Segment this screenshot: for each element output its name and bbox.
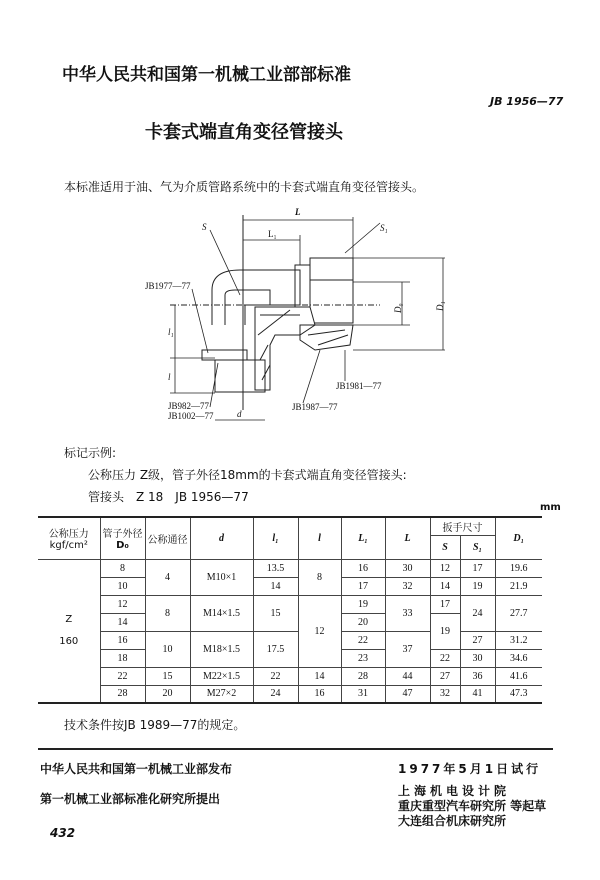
ref-jb1977: JB1977—77 xyxy=(145,281,191,291)
cell: M22×1.5 xyxy=(190,667,253,685)
cell: 31.2 xyxy=(495,631,542,649)
cell: 17 xyxy=(341,577,385,595)
cell: 24 xyxy=(253,685,298,703)
cell: 22 xyxy=(430,649,460,667)
cell: 14 xyxy=(100,613,145,631)
cell: 24 xyxy=(460,595,495,631)
col-D1: D₁ xyxy=(495,517,542,559)
table-row xyxy=(38,667,542,685)
label-S1: S₁ xyxy=(380,223,388,233)
cell: 37 xyxy=(385,631,430,667)
example-line-1: 公称压力 Z级，管子外径18mm的卡套式端直角变径管接头: xyxy=(88,468,407,482)
example-heading: 标记示例: xyxy=(64,446,117,460)
cell: 15 xyxy=(253,595,298,631)
cell: 28 xyxy=(100,685,145,703)
cell: 41 xyxy=(460,685,495,703)
table-row xyxy=(38,685,542,703)
col-L1: L₁ xyxy=(341,517,385,559)
cell: 12 xyxy=(298,595,341,667)
dimensions-table xyxy=(38,516,542,704)
col-S: S xyxy=(430,535,460,559)
scope-text: 本标准适用于油、气为介质管路系统中的卡套式端直角变径管接头。 xyxy=(64,180,425,194)
cell: 16 xyxy=(341,559,385,577)
table-row xyxy=(38,631,542,649)
cell: 8 xyxy=(145,595,190,631)
example-line-2: 管接头 Z 18 JB 1956—77 xyxy=(88,490,249,504)
cell: M27×2 xyxy=(190,685,253,703)
ref-jb982: JB982—77 xyxy=(168,401,210,411)
cell: 14 xyxy=(298,667,341,685)
ref-jb1987: JB1987—77 xyxy=(292,402,338,412)
dim-l: l xyxy=(168,372,171,382)
publisher: 中华人民共和国第一机械工业部发布 xyxy=(40,762,233,776)
cell: 21.9 xyxy=(495,577,542,595)
table-row xyxy=(38,559,542,577)
col-S1: S₁ xyxy=(460,535,495,559)
footer-divider xyxy=(38,748,553,750)
cell: 44 xyxy=(385,667,430,685)
cell: 22 xyxy=(253,667,298,685)
pressure-cell: Z 160 xyxy=(38,559,100,703)
cell: 4 xyxy=(145,559,190,595)
drafter-1: 上海机电设计院 xyxy=(398,784,511,798)
cell: 36 xyxy=(460,667,495,685)
document-title: 卡套式端直角变径管接头 xyxy=(145,122,343,143)
cell: 14 xyxy=(430,577,460,595)
cell: 31 xyxy=(341,685,385,703)
dim-d: d xyxy=(237,409,242,419)
cell: 16 xyxy=(100,631,145,649)
label-S: S xyxy=(202,222,207,232)
cell: 27 xyxy=(430,667,460,685)
cell: 22 xyxy=(100,667,145,685)
cell: 47 xyxy=(385,685,430,703)
dim-L: L xyxy=(295,207,301,217)
cell: 8 xyxy=(100,559,145,577)
cell: 28 xyxy=(341,667,385,685)
cell: 12 xyxy=(430,559,460,577)
cell: 20 xyxy=(341,613,385,631)
cell: 17 xyxy=(430,595,460,613)
cell: 41.6 xyxy=(495,667,542,685)
cell: 19 xyxy=(341,595,385,613)
ref-jb1002: JB1002—77 xyxy=(168,411,214,421)
cell: 16 xyxy=(298,685,341,703)
cell: 33 xyxy=(385,595,430,631)
cell: 19 xyxy=(430,613,460,649)
cell: 19.6 xyxy=(495,559,542,577)
effective-date: 1977年5月1日试行 xyxy=(398,762,542,776)
col-l1: l₁ xyxy=(253,517,298,559)
cell: 8 xyxy=(298,559,341,595)
cell: 27 xyxy=(460,631,495,649)
cell: 10 xyxy=(145,631,190,667)
page-number: 432 xyxy=(50,826,76,840)
cell: 30 xyxy=(460,649,495,667)
col-l: l xyxy=(298,517,341,559)
cell: 19 xyxy=(460,577,495,595)
fitting-drawing xyxy=(140,195,460,430)
cell: 14 xyxy=(253,577,298,595)
cell: 23 xyxy=(341,649,385,667)
tech-conditions: 技术条件按JB 1989—77的规定。 xyxy=(64,718,246,732)
col-d: d xyxy=(190,517,253,559)
standard-code: JB 1956—77 xyxy=(490,95,564,108)
col-dn: 公称通径 xyxy=(145,517,190,559)
drafter-2: 重庆重型汽车研究所 等起草 xyxy=(398,799,547,813)
cell: 34.6 xyxy=(495,649,542,667)
cell: 15 xyxy=(145,667,190,685)
cell: 20 xyxy=(145,685,190,703)
cell: M10×1 xyxy=(190,559,253,595)
table-row xyxy=(38,577,542,595)
cell: 22 xyxy=(341,631,385,649)
cell: 12 xyxy=(100,595,145,613)
ref-jb1981: JB1981—77 xyxy=(336,381,382,391)
dim-L1: L₁ xyxy=(268,229,277,239)
cell: 13.5 xyxy=(253,559,298,577)
col-L: L xyxy=(385,517,430,559)
cell: M18×1.5 xyxy=(190,631,253,667)
unit-label: mm xyxy=(540,502,561,513)
cell: 27.7 xyxy=(495,595,542,631)
dim-l1: l₁ xyxy=(168,327,174,337)
dim-D0: D₀ xyxy=(393,303,403,313)
dim-D1: D₁ xyxy=(435,301,445,311)
drafter-3: 大连组合机床研究所 xyxy=(398,814,507,828)
cell: 17.5 xyxy=(253,631,298,667)
cell: M14×1.5 xyxy=(190,595,253,631)
cell: 18 xyxy=(100,649,145,667)
table-row xyxy=(38,595,542,613)
col-pressure: 公称压力 kgf/cm² xyxy=(38,517,100,559)
cell: 10 xyxy=(100,577,145,595)
cell: 47.3 xyxy=(495,685,542,703)
cell: 17 xyxy=(460,559,495,577)
col-od: 管子外径 D₀ xyxy=(100,517,145,559)
cell: 30 xyxy=(385,559,430,577)
col-wrench: 扳手尺寸 xyxy=(430,517,495,535)
issuing-org: 中华人民共和国第一机械工业部部标准 xyxy=(62,65,351,85)
proposer: 第一机械工业部标准化研究所提出 xyxy=(40,792,221,806)
cell: 32 xyxy=(430,685,460,703)
cell: 32 xyxy=(385,577,430,595)
